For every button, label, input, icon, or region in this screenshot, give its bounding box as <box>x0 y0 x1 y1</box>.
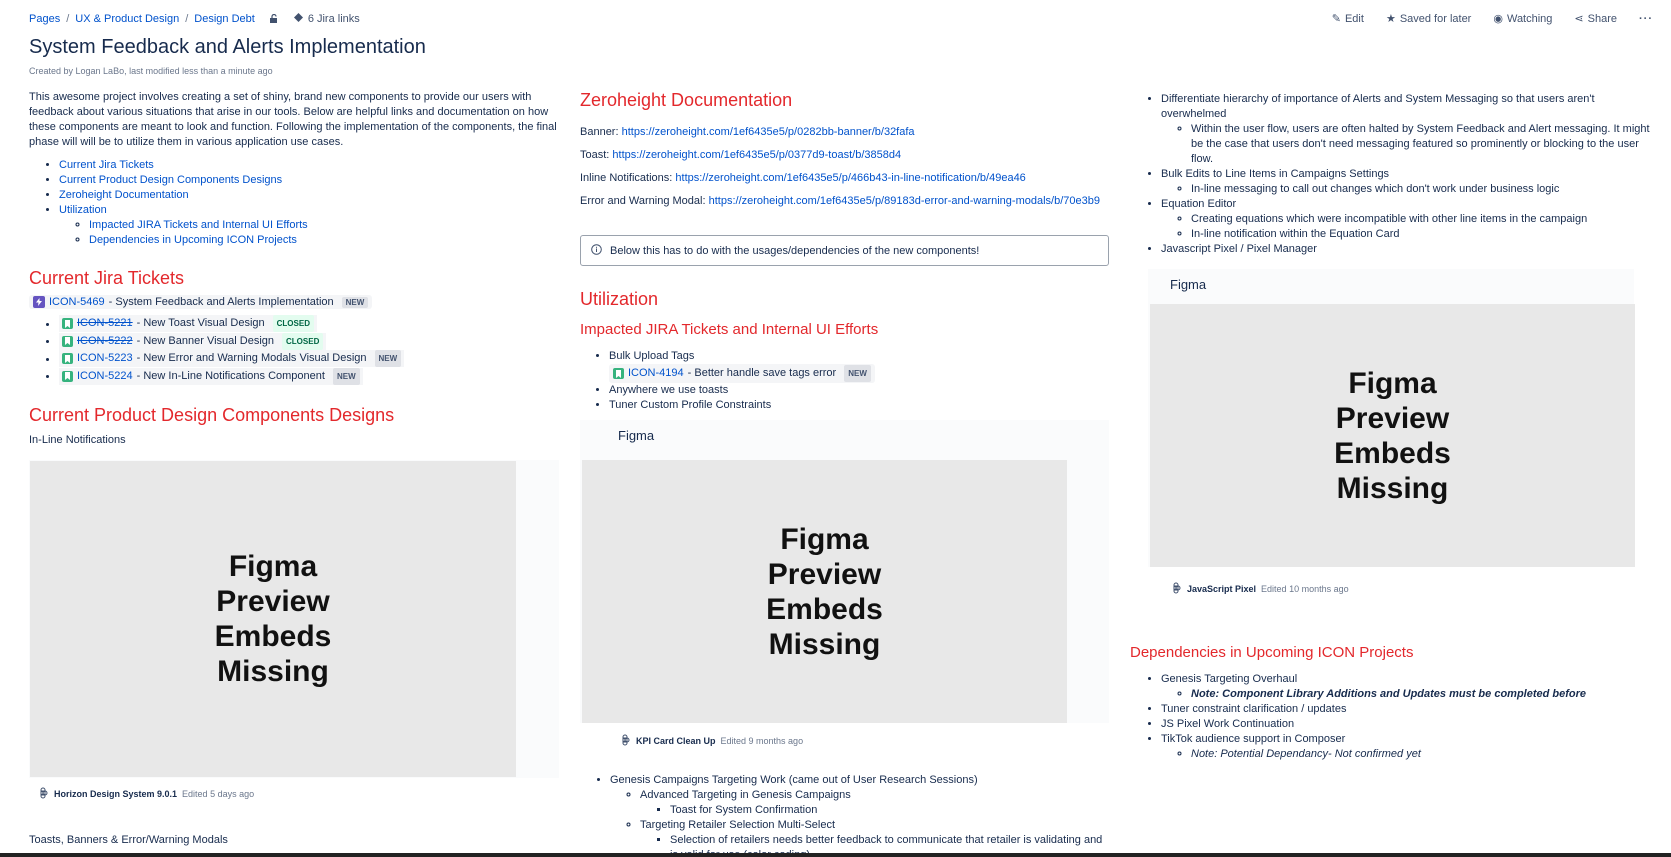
figma-embed[interactable] <box>580 420 1109 723</box>
story-icon <box>613 368 624 379</box>
epic-link[interactable] <box>29 295 372 309</box>
section-heading-jira: Current Jira Tickets <box>29 268 185 288</box>
toc-link[interactable]: Current Product Design Components Designs <box>59 174 283 186</box>
zeroheight-row <box>580 190 1110 213</box>
zeroheight-link[interactable]: https://zeroheight.com/1ef6435e5/p/0377d9-toast/b/3858d4 <box>612 149 902 161</box>
ticket-link[interactable] <box>59 368 363 385</box>
designs-next-label: Toasts, Banners & Error/Warning Modals <box>29 834 228 846</box>
edit-button[interactable] <box>1332 12 1364 25</box>
byline: Created by Logan LaBo, last modified less than a minute ago <box>29 66 273 76</box>
ticket-key[interactable]: ICON-4194 <box>628 367 684 379</box>
watching-label: Watching <box>1506 12 1553 25</box>
story-icon <box>62 353 73 364</box>
ticket-title: - New Toast Visual Design <box>136 317 265 329</box>
ticket-link[interactable] <box>609 364 875 383</box>
zeroheight-link[interactable]: https://zeroheight.com/1ef6435e5/p/89183d-error-and-warning-modals/b/70e3b9 <box>708 195 1100 207</box>
figma-embed[interactable] <box>1148 269 1634 567</box>
zeroheight-link[interactable]: https://zeroheight.com/1ef6435e5/p/466b43-in-line-notification/b/49ea46 <box>675 172 1026 184</box>
jira-links-button[interactable] <box>293 12 360 26</box>
ticket-link[interactable] <box>59 315 317 332</box>
impacted-list <box>609 349 1109 413</box>
status-badge: NEW <box>844 365 871 382</box>
section-heading-designs: Current Product Design Components Designs <box>29 405 395 425</box>
ticket-key[interactable]: • ICON-5224 <box>77 369 133 382</box>
ticket-link[interactable] <box>59 350 404 367</box>
link-label: Banner: <box>580 126 619 138</box>
list-item-text: Genesis Campaigns Targeting Work (came out of User Research Sessions) <box>610 774 978 786</box>
col3-list <box>1161 92 1656 257</box>
status-badge: NEW <box>375 350 402 367</box>
window-bottom-edge <box>0 853 1671 857</box>
breadcrumb-design-debt[interactable]: Design Debt <box>194 13 255 25</box>
epic-row <box>29 295 559 309</box>
list-item: ▪ Toast for System Confirmation <box>670 803 1110 818</box>
ticket-title: - New In-Line Notifications Component <box>136 369 325 382</box>
list-item: • JS Pixel Work Continuation <box>1161 717 1656 732</box>
list-item <box>1161 197 1656 242</box>
info-panel-text: Below this has to do with the usages/dependencies of the new components! <box>610 244 980 257</box>
link-label: Toast: <box>580 149 610 161</box>
ticket-title: - New Banner Visual Design <box>136 334 275 347</box>
list-item <box>609 364 1109 383</box>
share-button[interactable] <box>1574 12 1617 25</box>
list-item-text: Differentiate hierarchy of importance of Alerts and System Messaging so that users aren't overwhelmed <box>1161 93 1595 120</box>
zeroheight-row <box>580 167 1110 190</box>
figma-preview-placeholder: Figma Preview Embeds Missing <box>30 461 516 777</box>
watching-button[interactable] <box>1493 12 1552 25</box>
toc-link[interactable]: Dependencies in Upcoming ICON Projects <box>89 234 297 246</box>
epic-icon <box>33 296 45 308</box>
designs-label: In-Line Notifications <box>29 434 126 446</box>
figma-file-name[interactable]: Horizon Design System 9.0.1 <box>54 789 178 799</box>
star-icon: ★ <box>1385 13 1396 25</box>
list-item: ◦ In-line notification within the Equation Card <box>1191 227 1656 242</box>
page-title: System Feedback and Alerts Implementation <box>29 36 426 58</box>
status-badge: CLOSED <box>282 333 323 350</box>
breadcrumb-separator: / <box>185 13 189 25</box>
list-item-text: Advanced Targeting in Genesis Campaigns <box>640 789 851 801</box>
list-item-text: Genesis Targeting Overhaul <box>1161 673 1298 685</box>
figma-icon <box>621 734 631 748</box>
section-heading-zeroheight: Zeroheight Documentation <box>580 90 793 110</box>
ticket-title: - Better handle save tags error <box>687 367 837 379</box>
figma-preview-placeholder: Figma Preview Embeds Missing <box>582 460 1067 723</box>
list-item <box>1161 92 1656 167</box>
list-item: ◦ Note: Component Library Additions and Updates must be completed before <box>1191 687 1656 702</box>
list-item: • Tuner constraint clarification / updates <box>1161 702 1656 717</box>
zeroheight-row <box>580 144 1110 167</box>
list-item: ◦ Within the user flow, users are often halted by System Feedback and Alert messaging. It might be the case that users don't need messaging featured so prominently or blocking to the user flow. <box>1191 122 1656 167</box>
saved-for-later-button[interactable] <box>1386 12 1471 25</box>
figma-icon <box>1172 582 1182 596</box>
list-item <box>610 773 1110 857</box>
story-icon <box>62 336 73 347</box>
eye-icon: ◉ <box>1493 13 1503 25</box>
figma-embed[interactable] <box>29 460 559 778</box>
column-left <box>29 90 559 446</box>
list-item-text: TikTok audience support in Composer <box>1161 733 1346 745</box>
unlock-icon[interactable] <box>269 14 279 24</box>
list-item-text: Equation Editor <box>1161 198 1237 210</box>
zeroheight-links <box>580 121 1110 213</box>
breadcrumb-ux-product-design[interactable]: UX & Product Design <box>75 13 180 25</box>
zeroheight-link[interactable]: https://zeroheight.com/1ef6435e5/p/0282bb-banner/b/32fafa <box>621 126 915 138</box>
list-item-text: Targeting Retailer Selection Multi-Select <box>640 819 836 831</box>
list-item <box>640 788 1110 818</box>
jira-icon <box>293 12 304 26</box>
list-item: ◦ In-line messaging to call out changes which don't work under business logic <box>1191 182 1656 197</box>
figma-footer <box>39 787 254 801</box>
list-item <box>59 368 559 386</box>
saved-label: Saved for later <box>1399 12 1472 25</box>
list-item: ▪ Selection of retailers needs better feedback to communicate that retailer is validating and <box>670 833 1110 857</box>
page-actions <box>1332 12 1653 25</box>
list-item <box>59 315 559 333</box>
toc-link[interactable]: Utilization <box>59 204 107 216</box>
list-item: • Bulk Upload Tags <box>609 349 1109 364</box>
intro-paragraph: This awesome project involves creating a set of shiny, brand new components to provide our users with feedback about various situations that arise in our tools. Below are helpful links and documentation on how these components are meant to look and function. Following the implementation of the components, the final phase will will be to utilize them in various application use cases. <box>29 91 557 148</box>
ticket-key[interactable]: • ICON-5221 <box>77 317 133 329</box>
list-item: ◦ Note: Potential Dependancy- Not confirmed yet <box>1191 747 1656 762</box>
figma-footer <box>1172 582 1349 596</box>
ticket-link[interactable] <box>59 333 326 350</box>
dependencies-list <box>1161 672 1656 762</box>
table-of-contents <box>59 158 559 248</box>
top-bar <box>0 0 1671 36</box>
list-item: • Javascript Pixel / Pixel Manager <box>1161 242 1656 257</box>
figma-footer <box>621 734 803 748</box>
toc-link[interactable]: Zeroheight Documentation <box>59 189 189 201</box>
list-item <box>1161 732 1656 762</box>
list-item <box>59 350 559 368</box>
toc-link[interactable]: Current Jira Tickets <box>59 159 154 171</box>
ticket-key[interactable]: • ICON-5222 <box>77 334 133 347</box>
share-icon: ⋖ <box>1574 13 1584 25</box>
figma-label: Figma <box>1170 277 1207 292</box>
story-icon <box>62 371 73 382</box>
column-middle <box>580 90 1110 213</box>
breadcrumb <box>29 12 360 26</box>
list-item <box>1161 167 1656 197</box>
figma-file-name[interactable]: JavaScript Pixel <box>1187 584 1257 594</box>
section-heading-utilization: Utilization <box>580 289 659 309</box>
list-item <box>640 818 1110 857</box>
figma-edited: Edited 5 days ago <box>182 789 255 799</box>
zeroheight-row <box>580 121 1110 144</box>
list-item: • Anywhere we use toasts <box>609 383 1109 398</box>
figma-icon <box>39 787 49 801</box>
breadcrumb-pages[interactable]: Pages <box>29 13 61 25</box>
epic-key[interactable]: ICON-5469 <box>49 296 105 308</box>
figma-edited: Edited 10 months ago <box>1261 584 1349 594</box>
jira-links-label: 6 Jira links <box>307 13 360 25</box>
list-item: • Tuner Custom Profile Constraints <box>609 398 1109 413</box>
figma-label: Figma <box>618 428 655 443</box>
section-subheading-impacted: Impacted JIRA Tickets and Internal UI Efforts <box>580 321 879 338</box>
epic-title: - System Feedback and Alerts Implementation <box>108 296 334 308</box>
list-item-text: Bulk Edits to Line Items in Campaigns Settings <box>1161 168 1390 180</box>
more-actions-button[interactable]: ··· <box>1639 12 1653 25</box>
status-badge: NEW <box>342 297 369 308</box>
toc-link[interactable]: Impacted JIRA Tickets and Internal UI Efforts <box>89 219 308 231</box>
breadcrumb-separator: / <box>66 13 70 25</box>
ticket-title: - New Error and Warning Modals Visual Design <box>136 352 367 364</box>
list-item: ◦ Creating equations which were incompatible with other line items in the campaign <box>1191 212 1656 227</box>
pencil-icon: ✎ <box>1331 13 1341 25</box>
figma-file-name[interactable]: KPI Card Clean Up <box>636 736 716 746</box>
link-label: Error and Warning Modal: <box>580 195 706 207</box>
info-panel <box>580 235 1109 266</box>
status-badge: NEW <box>333 368 360 385</box>
ticket-list <box>59 315 559 385</box>
ticket-key[interactable]: • ICON-5223 <box>77 352 133 364</box>
edit-label: Edit <box>1344 12 1364 25</box>
link-label: Inline Notifications: <box>580 172 673 184</box>
list-item <box>59 333 559 351</box>
info-icon <box>591 244 602 258</box>
figma-preview-placeholder: Figma Preview Embeds Missing <box>1150 304 1635 567</box>
story-icon <box>62 318 73 329</box>
share-label: Share <box>1587 12 1617 25</box>
section-heading-dependencies: Dependencies in Upcoming ICON Projects <box>1130 644 1414 661</box>
status-badge: CLOSED <box>273 315 314 332</box>
genesis-list <box>610 773 1110 857</box>
list-item <box>1161 672 1656 702</box>
figma-edited: Edited 9 months ago <box>720 736 804 746</box>
